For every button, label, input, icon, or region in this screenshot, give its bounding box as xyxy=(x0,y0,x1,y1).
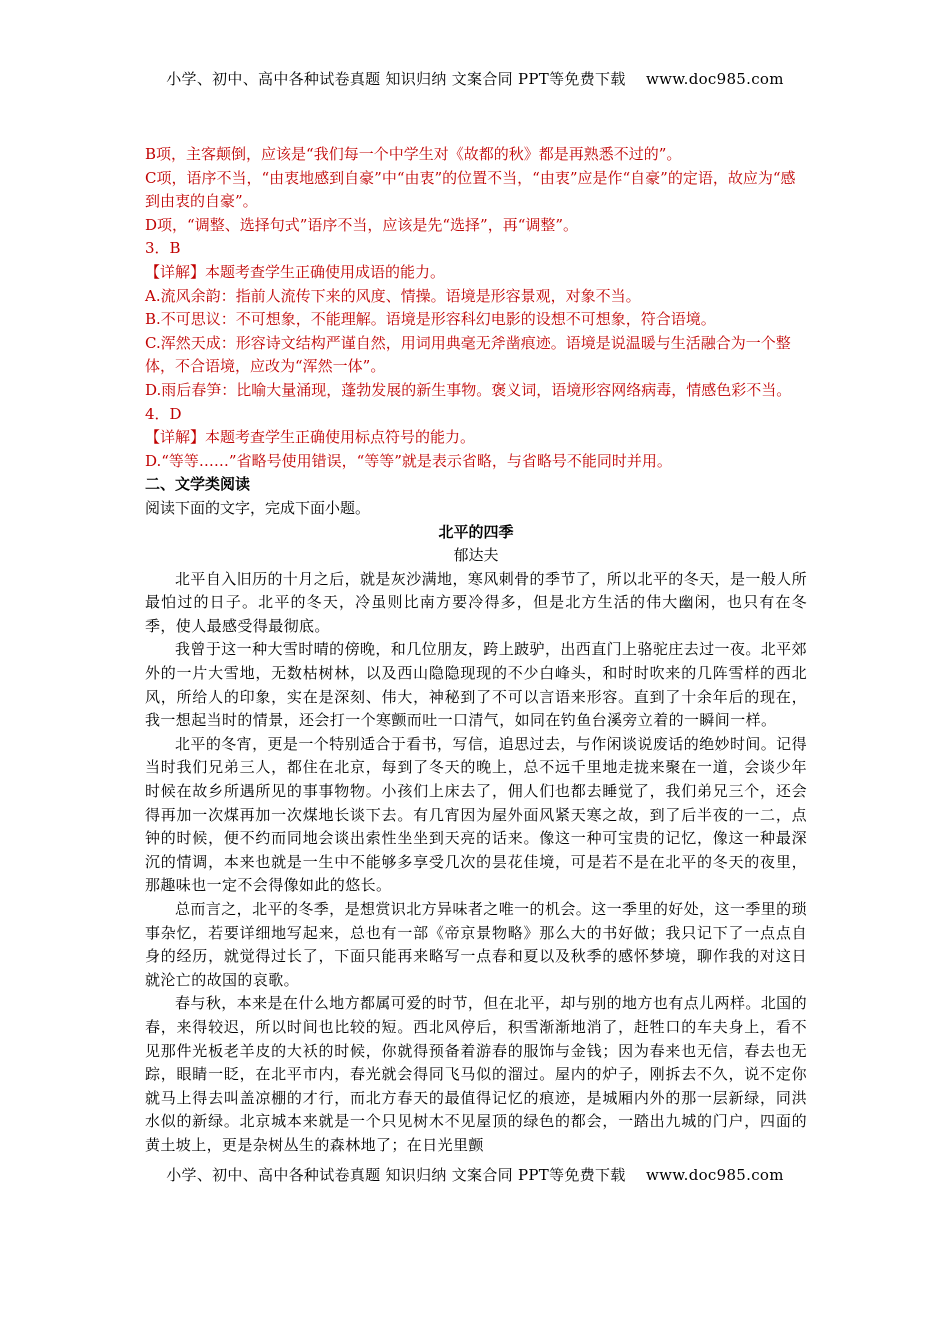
page-content xyxy=(145,143,807,1158)
essay-title: 北平的四季 xyxy=(438,522,514,541)
q3-option-b: B.不可思议：不可想象，不能理解。语境是形容科幻电影的设想不可想象，符合语境。 xyxy=(145,310,716,329)
q4-option-d: D.“等等……”省略号使用错误，“等等”就是表示省略，与省略号不能同时并用。 xyxy=(145,451,672,470)
q3-answer: 3．B xyxy=(145,239,181,258)
q3-option-c: C.浑然天成：形容诗文结构严谨自然，用词用典毫无斧凿痕迹。语境是说温暖与生活融合为一个整体，不合语境，应改为“浑然一体”。 xyxy=(145,333,791,376)
essay-paragraph: 北平自入旧历的十月之后，就是灰沙满地，寒风刺骨的季节了，所以北平的冬天，是一般人所最怕过的日子。北平的冬天，冷虽则比南方要冷得多，但是北方生活的伟大幽闲，也只有在冬季，使人最感受得最彻底。 xyxy=(145,569,807,635)
essay-paragraph: 春与秋，本来是在什么地方都属可爱的时节，但在北平，却与别的地方也有点儿两样。北国的春，来得较迟，所以时间也比较的短。西北风停后，积雪渐渐地消了，赶牲口的车夫身上，看不见那件光板老羊皮的大袄的时候，你就得预备着游春的服饰与金钱；因为春来也无信，春去也无踪，眼睛一眨，在北平市内，春光就会得同飞马似的溜过。屋内的炉子，刚拆去不久，说不定你就马上得去叫盖凉棚的才行，而北方春天的最值得记忆的痕迹，是城厢内外的那一层新绿，同洪水似的新绿。北京城本来就是一个只见树木不见屋顶的绿色的都会，一踏出九城的门户，四面的黄土坡上，更是杂树丛生的森林地了；在日光里颤 xyxy=(145,994,807,1154)
q3-option-a: A.流风余韵：指前人流传下来的风度、情操。语境是形容景观，对象不当。 xyxy=(145,286,641,305)
essay-paragraph: 我曾于这一种大雪时晴的傍晚，和几位朋友，跨上跛驴，出西直门上骆驼庄去过一夜。北平郊外的一片大雪地，无数枯树林，以及西山隐隐现现的不少白峰头，和时时吹来的几阵雪样的西北风，所给人的印象，实在是深刻、伟大，神秘到了不可以言语来形容。直到了十余年后的现在，我一想起当时的情景，还会打一个寒颤而吐一口清气，如同在钓鱼台溪旁立着的一瞬间一样。 xyxy=(145,640,807,730)
q3-detail: 【详解】本题考查学生正确使用成语的能力。 xyxy=(145,262,446,281)
essay-author: 郁达夫 xyxy=(453,546,499,565)
section-instruction: 阅读下面的文字，完成下面小题。 xyxy=(145,498,371,517)
q2-option-c: C项，语序不当，“由衷地感到自豪”中“由衷”的位置不当，“由衷”应是作“自豪”的定语，故应为“感到由衷的自豪”。 xyxy=(145,168,796,211)
q2-option-b: B项，主客颠倒，应该是“我们每一个中学生对《故都的秋》都是再熟悉不过的”。 xyxy=(145,145,682,163)
q4-detail: 【详解】本题考查学生正确使用标点符号的能力。 xyxy=(145,428,476,447)
essay-paragraph: 北平的冬宵，更是一个特别适合于看书，写信，追思过去，与作闲谈说废话的绝妙时间。记得当时我们兄弟三人，都住在北京，每到了冬天的晚上，总不远千里地走拢来聚在一道，会谈少年时候在故乡所遇所见的事事物物。小孩们上床去了，佣人们也都去睡觉了，我们弟兄三个，还会得再加一次煤再加一次煤地长谈下去。有几宵因为屋外面风紧天寒之故，到了后半夜的一二，点钟的时候，便不约而同地会谈出索性坐坐到天亮的话来。像这一种可宝贵的记忆，像这一种最深沉的情调，本来也就是一生中不能够多享受几次的昙花佳境，可是若不是在北平的冬天的夜里，那趣味也一定不会得像如此的悠长。 xyxy=(145,734,807,895)
q3-option-d: D.雨后春笋：比喻大量涌现，蓬勃发展的新生事物。褒义词，语境形容网络病毒，情感色彩不当。 xyxy=(145,380,792,399)
page-footer: 小学、初中、高中各种试卷真题 知识归纳 文案合同 PPT等免费下载 www.doc985.com xyxy=(166,1166,784,1184)
section-heading: 二、文学类阅读 xyxy=(145,475,251,494)
q2-option-d: D项，“调整、选择句式”语序不当，应该是先“选择”，再“调整”。 xyxy=(145,215,579,234)
q4-answer: 4．D xyxy=(145,404,182,423)
page-header: 小学、初中、高中各种试卷真题 知识归纳 文案合同 PPT等免费下载 www.doc985.com xyxy=(166,70,784,88)
essay-body xyxy=(145,568,807,1158)
essay-paragraph: 总而言之，北平的冬季，是想赏识北方异味者之唯一的机会。这一季里的好处，这一季里的琐事杂忆，若要详细地写起来，总也有一部《帝京景物略》那么大的书好做；我只记下了一点点自身的经历，就觉得过长了，下面只能再来略写一点春和夏以及秋季的感怀梦境，聊作我的对这日就沦亡的故国的哀歌。 xyxy=(145,900,807,989)
